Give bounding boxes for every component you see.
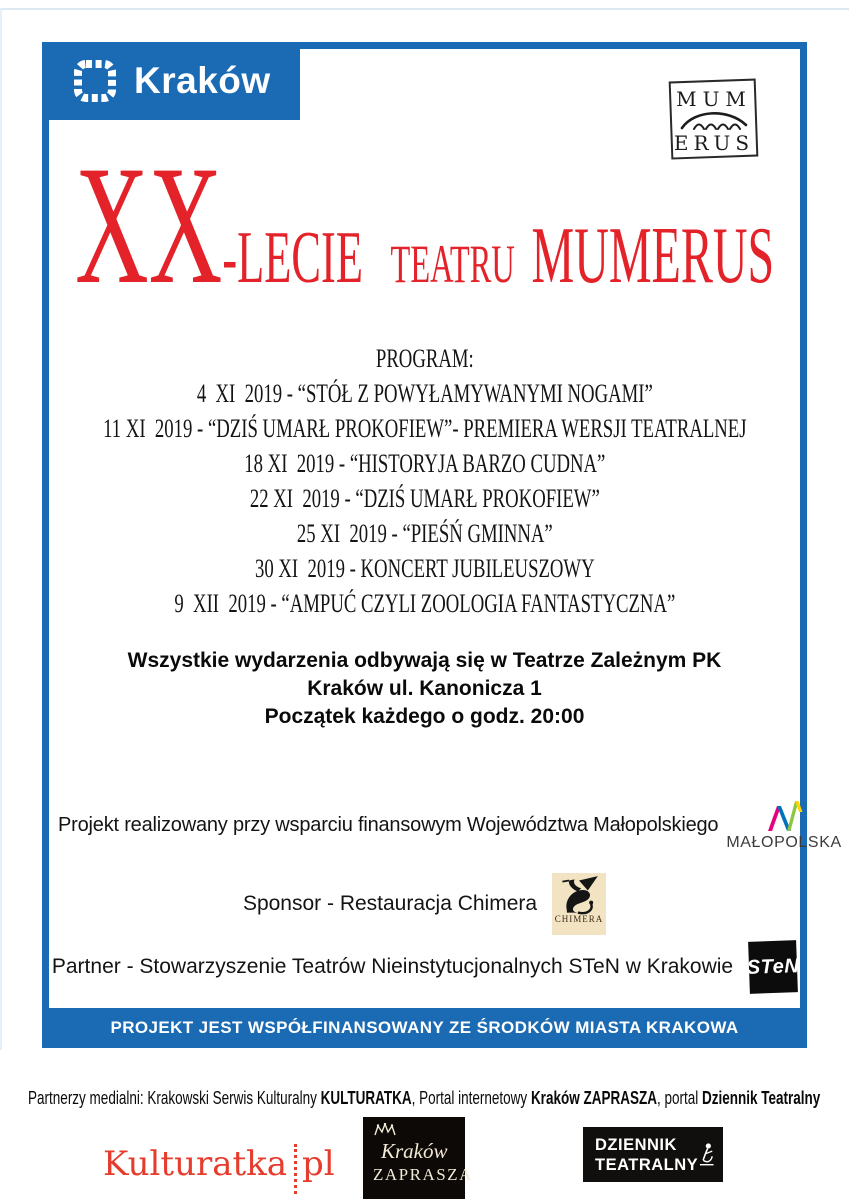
program-event: 18 XI 2019 - “HISTORYJA BARZO CUDNA” [243,449,606,478]
kulturatka-logo-name: Kulturatka [103,1144,288,1184]
page-edge-line-top [0,8,849,10]
media-partners-section [0,1088,849,1109]
krakow-city-logo [42,42,300,120]
crown-icon [373,1123,397,1136]
dziennik-line1: DZIENNIK [595,1135,677,1154]
dziennik-line2: TEATRALNY [595,1155,699,1174]
anniversary-title-line [74,131,775,319]
sten-logo [748,940,798,994]
program-event: 25 XI 2019 - “PIEŚŃ GMINNA” [296,519,553,548]
sponsor-section [0,872,849,936]
title-xx: XX [74,131,223,319]
venue-line: Początek każdego o godz. 20:00 [264,705,585,728]
title-lecie: -LECIE [222,217,363,299]
venue-line: Wszystkie wydarzenia odbywają się w Teatrze Zależnym PK [127,649,722,672]
funding-section [58,790,842,860]
malopolska-m-icon [764,799,804,833]
program-event: 30 XI 2019 - KONCERT JUBILEUSZOWY [254,554,595,583]
media-partners-text: Partnerzy medialni: Krakowski Serwis Kulturalny KULTURATKA, Portal internetowy Kraków ZAPRASZA, portal Dziennik Teatralny [28,1088,821,1108]
venue-line: Kraków ul. Kanonicza 1 [307,677,542,700]
anniversary-title [0,131,849,319]
kulturatka-logo-suffix: pl [302,1144,335,1184]
city-funding-banner [42,1008,807,1048]
krakow-zaprasza-line1: Kraków [381,1139,448,1163]
chimera-restaurant-logo [552,873,606,935]
mumerus-logo-top-text: MUM [676,87,752,111]
krakow-logo-label: Kraków [134,60,271,101]
krakow-zaprasza-logo [363,1117,473,1199]
malopolska-logo-label: MAŁOPOLSKA [726,833,842,851]
program-heading: PROGRAM: [375,344,474,373]
title-mumerus: MUMERUS [531,212,775,300]
mumerus-logo-bottom-text: ERUS [673,131,755,155]
dancer-figure-icon [698,1135,715,1175]
krakow-square-icon [72,58,118,104]
malopolska-logo [726,799,841,852]
program-event: 11 XI 2019 - “DZIŚ UMARŁ PROKOFIEW”- PREMIERA WERSJI TEATRALNEJ [102,414,747,443]
funding-text: Projekt realizowany przy wsparciu finansowym Województwa Małopolskiego [58,813,719,836]
kulturatka-logo [103,1134,335,1194]
program-event: 9 XII 2019 - “AMPUĆ CZYLI ZOOLOGIA FANTASTYCZNA” [174,589,675,618]
krakow-zaprasza-line2: ZAPRASZA [373,1165,473,1184]
chimera-dragon-icon [556,875,602,917]
title-teatru: TEATRU [390,234,515,294]
city-funding-banner-text: PROJEKT JEST WSPÓŁFINANSOWANY ZE ŚRODKÓW MIASTA KRAKOWA [110,1018,739,1037]
partner-section [0,938,849,996]
dziennik-teatralny-logo [583,1127,723,1182]
sponsor-text: Sponsor - Restauracja Chimera [242,892,538,915]
venue-info [0,647,849,731]
partner-text: Partner - Stowarzyszenie Teatrów Nieinstytucjonalnych STeN w Krakowie [51,955,734,978]
chimera-logo-label: CHIMERA [554,914,604,924]
program-event: 4 XI 2019 - “STÓŁ Z POWYŁAMYWANYMI NOGAMI” [196,379,653,408]
program-section [0,341,849,621]
kulturatka-dotted-separator-icon [294,1144,297,1194]
program-event: 22 XI 2019 - “DZIŚ UMARŁ PROKOFIEW” [249,484,600,513]
sten-logo-label: STeN [746,954,800,979]
